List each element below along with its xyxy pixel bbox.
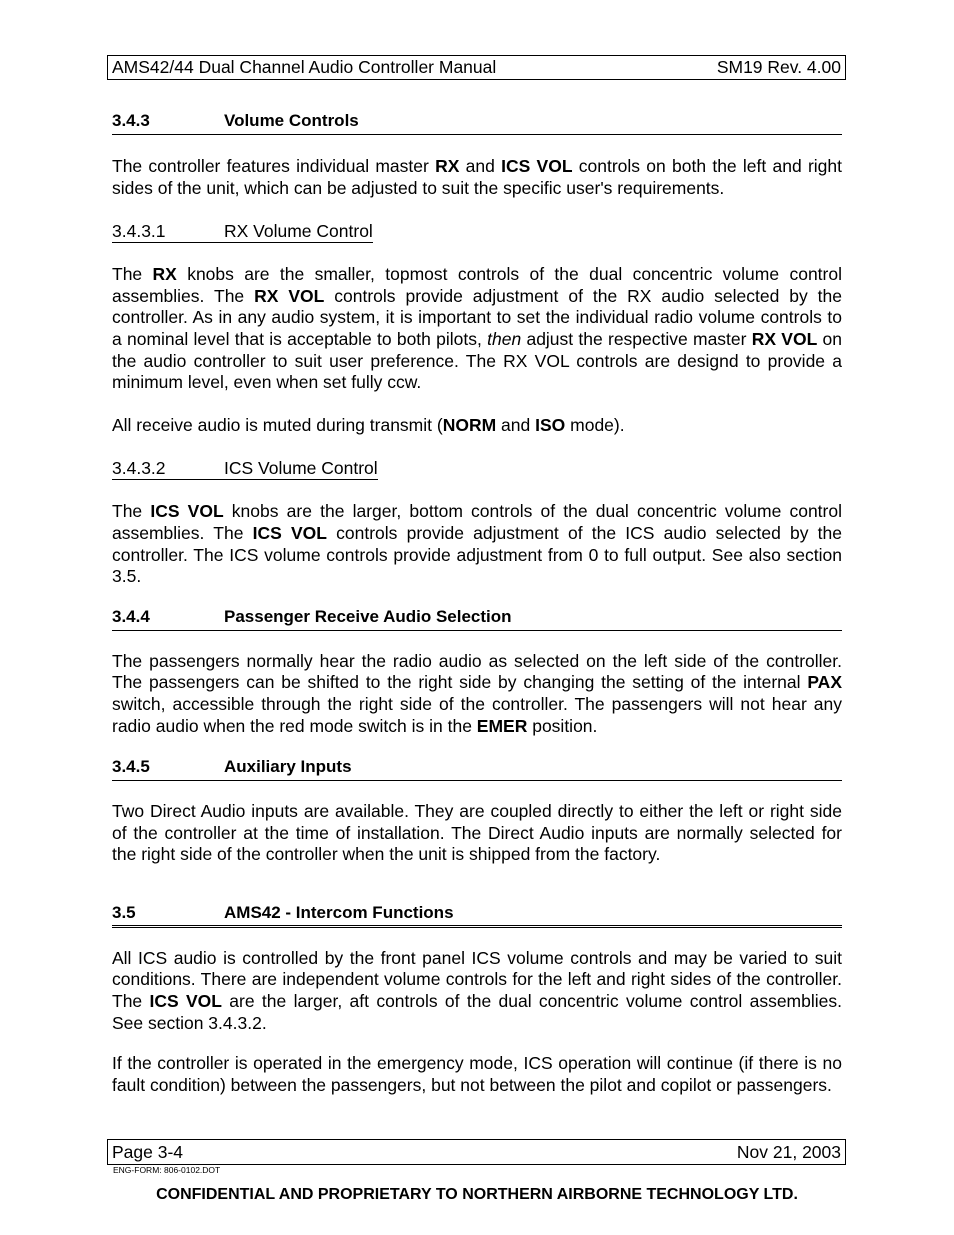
section-title: Passenger Receive Audio Selection	[224, 606, 512, 626]
section-title: RX Volume Control	[224, 221, 373, 242]
paragraph-ics-volume: The ICS VOL knobs are the larger, bottom controls of the dual concentric volume control assemblies. The ICS VOL controls provide adjustment of the ICS audio selected by the controller. The ICS volume controls provide adjustment from 0 to full output. See also section 3.5.	[112, 501, 842, 587]
section-title: ICS Volume Control	[224, 458, 378, 479]
section-number: 3.4.5	[112, 757, 150, 777]
section-title: Volume Controls	[224, 111, 359, 130]
section-heading-3-4-4	[112, 606, 842, 631]
form-code: ENG-FORM: 806-0102.DOT	[113, 1165, 221, 1175]
page-footer	[107, 1139, 846, 1165]
section-number: 3.5	[112, 902, 136, 922]
section-heading-3-4-5	[112, 756, 842, 781]
paragraph-ics-audio: All ICS audio is controlled by the front panel ICS volume controls and may be varied to suit conditions. There are independent volume controls for the left and right sides of the controller. The ICS VOL are the larger, aft controls of the dual concentric volume control assemblies. See section 3.4.3.2.	[112, 947, 842, 1033]
section-number: 3.4.4	[112, 606, 150, 626]
page-header	[107, 55, 846, 80]
section-heading-3-4-3-2	[112, 457, 378, 480]
section-title: Auxiliary Inputs	[224, 757, 352, 777]
section-heading-3-4-3-1	[112, 220, 373, 243]
footer-date: Nov 21, 2003	[736, 1141, 841, 1162]
section-number: 3.4.3	[112, 111, 150, 130]
paragraph-rx-volume: The RX knobs are the smaller, topmost controls of the dual concentric volume control assemblies. The RX VOL controls provide adjustment of the RX audio selected by the controller. As in any audio system, it is important to set the individual radio volume controls to a nominal level that is acceptable to both pilots, then adjust the respective master RX VOL on the audio controller to suit user preference. The RX VOL controls are designd to provide a minimum level, even when set fully ccw.	[112, 264, 842, 393]
revision-label: SM19 Rev. 4.00	[716, 57, 841, 77]
document-body	[112, 110, 842, 1096]
paragraph-auxiliary-inputs: Two Direct Audio inputs are available. They are coupled directly to either the left or right side of the controller at the time of installation. The Direct Audio inputs are normally selected for the right side of the controller when the unit is shipped from the factory.	[112, 801, 842, 865]
section-number: 3.4.3.2	[112, 458, 166, 479]
confidentiality-notice: CONFIDENTIAL AND PROPRIETARY TO NORTHERN AIRBORNE TECHNOLOGY LTD.	[156, 1186, 798, 1203]
manual-title: AMS42/44 Dual Channel Audio Controller Manual	[112, 57, 497, 77]
paragraph-receive-muted: All receive audio is muted during transmit (NORM and ISO mode).	[112, 414, 625, 435]
section-number: 3.4.3.1	[112, 221, 166, 242]
section-title: AMS42 - Intercom Functions	[224, 902, 454, 922]
section-heading-3-5	[112, 902, 842, 928]
page-number: Page 3-4	[112, 1141, 184, 1162]
paragraph-volume-controls: The controller features individual master RX and ICS VOL controls on both the left and right sides of the unit, which can be adjusted to suit the specific user's requirements.	[112, 156, 842, 198]
paragraph-emergency-mode: If the controller is operated in the emergency mode, ICS operation will continue (if there is no fault condition) between the passengers, but not between the pilot and copilot or passengers.	[112, 1053, 842, 1095]
section-heading-3-4-3	[112, 110, 842, 135]
paragraph-passenger-audio: The passengers normally hear the radio audio as selected on the left side of the controller. The passengers can be shifted to the right side by changing the setting of the internal PAX switch, accessible through the right side of the controller. The passengers will not hear any radio audio when the red mode switch is in the EMER position.	[112, 650, 842, 736]
